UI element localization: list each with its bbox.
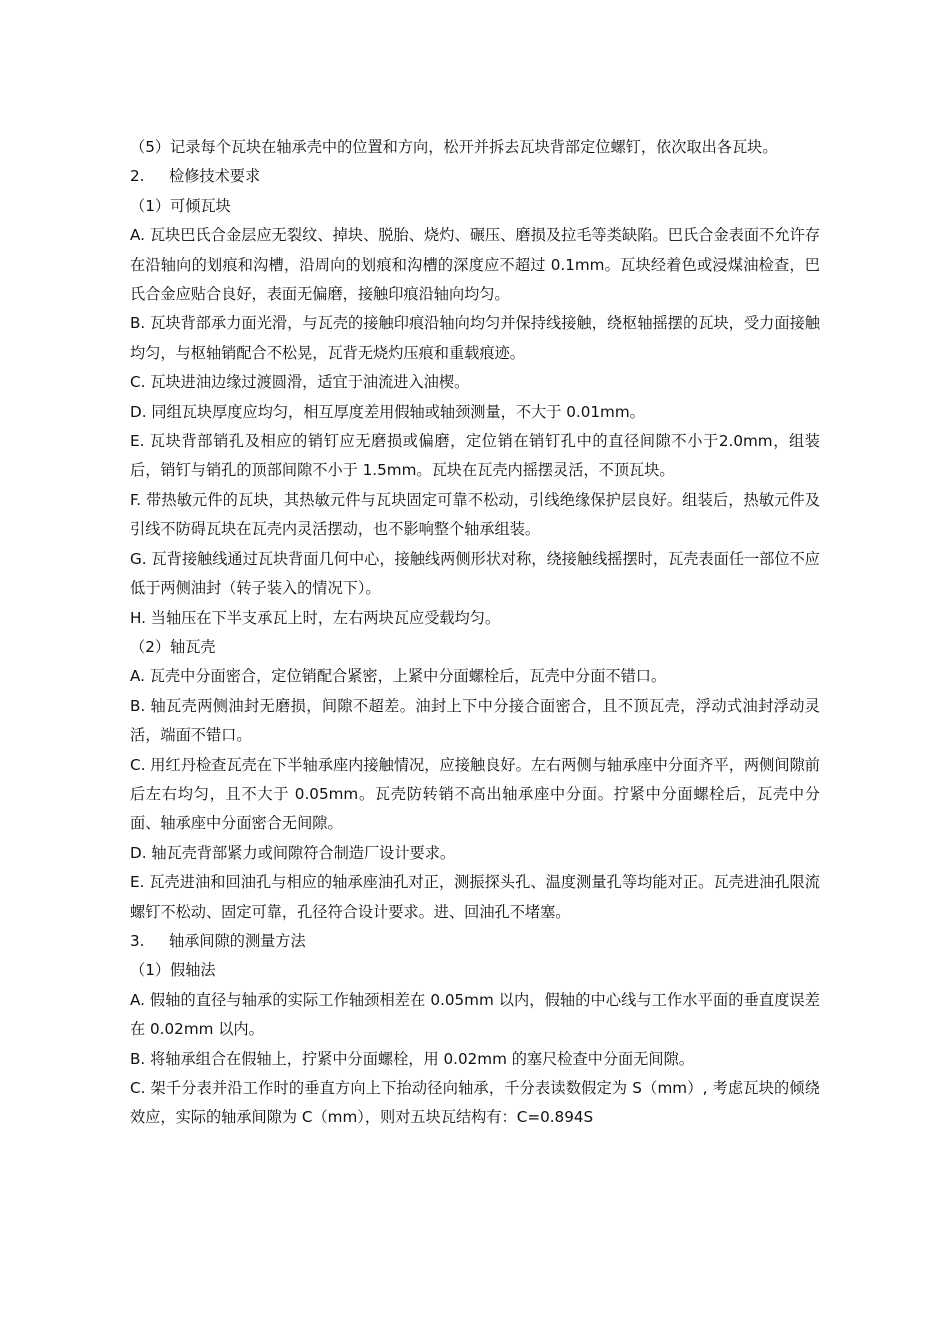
paragraph-item-h: H. 当轴压在下半支承瓦上时，左右两块瓦应受载均匀。 [130, 608, 501, 627]
section-number: 3. [130, 931, 145, 950]
paragraph-item-b: B. 瓦块背部承力面光滑，与瓦壳的接触印痕沿轴向均匀并保持线接触，绕枢轴摇摆的瓦块，受力面接触均匀，与枢轴销配合不松晃，瓦背无烧灼压痕和重载痕迹。 [130, 314, 820, 362]
paragraph-item-a: A. 假轴的直径与轴承的实际工作轴颈相差在 0.05mm 以内，假轴的中心线与工作水平面的垂直度误差在 0.02mm 以内。 [130, 990, 820, 1039]
subsection-heading-tilting-pads: （1）可倾瓦块 [130, 196, 231, 215]
section-heading-2 [130, 162, 820, 191]
subsection-heading-bearing-shell: （2）轴瓦壳 [130, 637, 216, 656]
section-number: 2. [130, 167, 145, 186]
paragraph-item-d: D. 同组瓦块厚度应均匀，相互厚度差用假轴或轴颈测量，不大于 0.01mm。 [130, 402, 645, 421]
paragraph-item-d: D. 轴瓦壳背部紧力或间隙符合制造厂设计要求。 [130, 843, 456, 862]
subsection-heading-dummy-shaft: （1）假轴法 [130, 961, 216, 980]
document-body [130, 133, 820, 1133]
paragraph-item-e: E. 瓦块背部销孔及相应的销钉应无磨损或偏磨，定位销在销钉孔中的直径间隙不小于2.0mm，组装后，销钉与销孔的顶部间隙不小于 1.5mm。瓦块在瓦壳内摇摆灵活，不顶瓦块。 [130, 432, 820, 480]
paragraph-item-g: G. 瓦背接触线通过瓦块背面几何中心，接触线两侧形状对称，绕接触线摇摆时，瓦壳表面任一部位不应低于两侧油封（转子装入的情况下）。 [130, 549, 820, 598]
section-heading-3 [130, 927, 820, 956]
paragraph-item-b: B. 将轴承组合在假轴上，拧紧中分面螺栓，用 0.02mm 的塞尺检查中分面无间隙。 [130, 1049, 694, 1068]
paragraph-item-b: B. 轴瓦壳两侧油封无磨损，间隙不超差。油封上下中分接合面密合，且不顶瓦壳，浮动式油封浮动灵活，端面不错口。 [130, 696, 820, 745]
paragraph-item-a: A. 瓦壳中分面密合，定位销配合紧密，上紧中分面螺栓后，瓦壳中分面不错口。 [130, 667, 667, 686]
paragraph-item-f: F. 带热敏元件的瓦块，其热敏元件与瓦块固定可靠不松动，引线绝缘保护层良好。组装后，热敏元件及引线不防碍瓦块在瓦壳内灵活摆动，也不影响整个轴承组装。 [130, 490, 820, 539]
section-title: 轴承间隙的测量方法 [169, 931, 306, 950]
paragraph-step-5: （5）记录每个瓦块在轴承壳中的位置和方向，松开并拆去瓦块背部定位螺钉，依次取出各瓦块。 [130, 138, 778, 156]
paragraph-item-c: C. 架千分表并沿工作时的垂直方向上下抬动径向轴承，千分表读数假定为 S（mm）, 考虑瓦块的倾绕效应，实际的轴承间隙为 C（mm），则对五块瓦结构有：C=0.894S [130, 1079, 820, 1127]
section-title: 检修技术要求 [169, 167, 261, 186]
paragraph-item-c: C. 瓦块进油边缘过渡圆滑，适宜于油流进入油楔。 [130, 373, 470, 392]
paragraph-item-a: A. 瓦块巴氏合金层应无裂纹、掉块、脱胎、烧灼、碾压、磨损及拉毛等类缺陷。巴氏合金表面不允许存在沿轴向的划痕和沟槽，沿周向的划痕和沟槽的深度应不超过 0.1mm。瓦块经着色或浸煤油检查，巴氏合金应贴合良好，表面无偏磨，接触印痕沿轴向均匀。 [130, 226, 820, 304]
paragraph-item-c: C. 用红丹检查瓦壳在下半轴承座内接触情况，应接触良好。左右两侧与轴承座中分面齐平，两侧间隙前后左右均匀，且不大于 0.05mm。瓦壳防转销不高出轴承座中分面。拧紧中分面螺栓后，瓦壳中分面、轴承座中分面密合无间隙。 [130, 755, 820, 833]
paragraph-item-e: E. 瓦壳进油和回油孔与相应的轴承座油孔对正，测振探头孔、温度测量孔等均能对正。瓦壳进油孔限流螺钉不松动、固定可靠，孔径符合设计要求。进、回油孔不堵塞。 [130, 873, 820, 921]
